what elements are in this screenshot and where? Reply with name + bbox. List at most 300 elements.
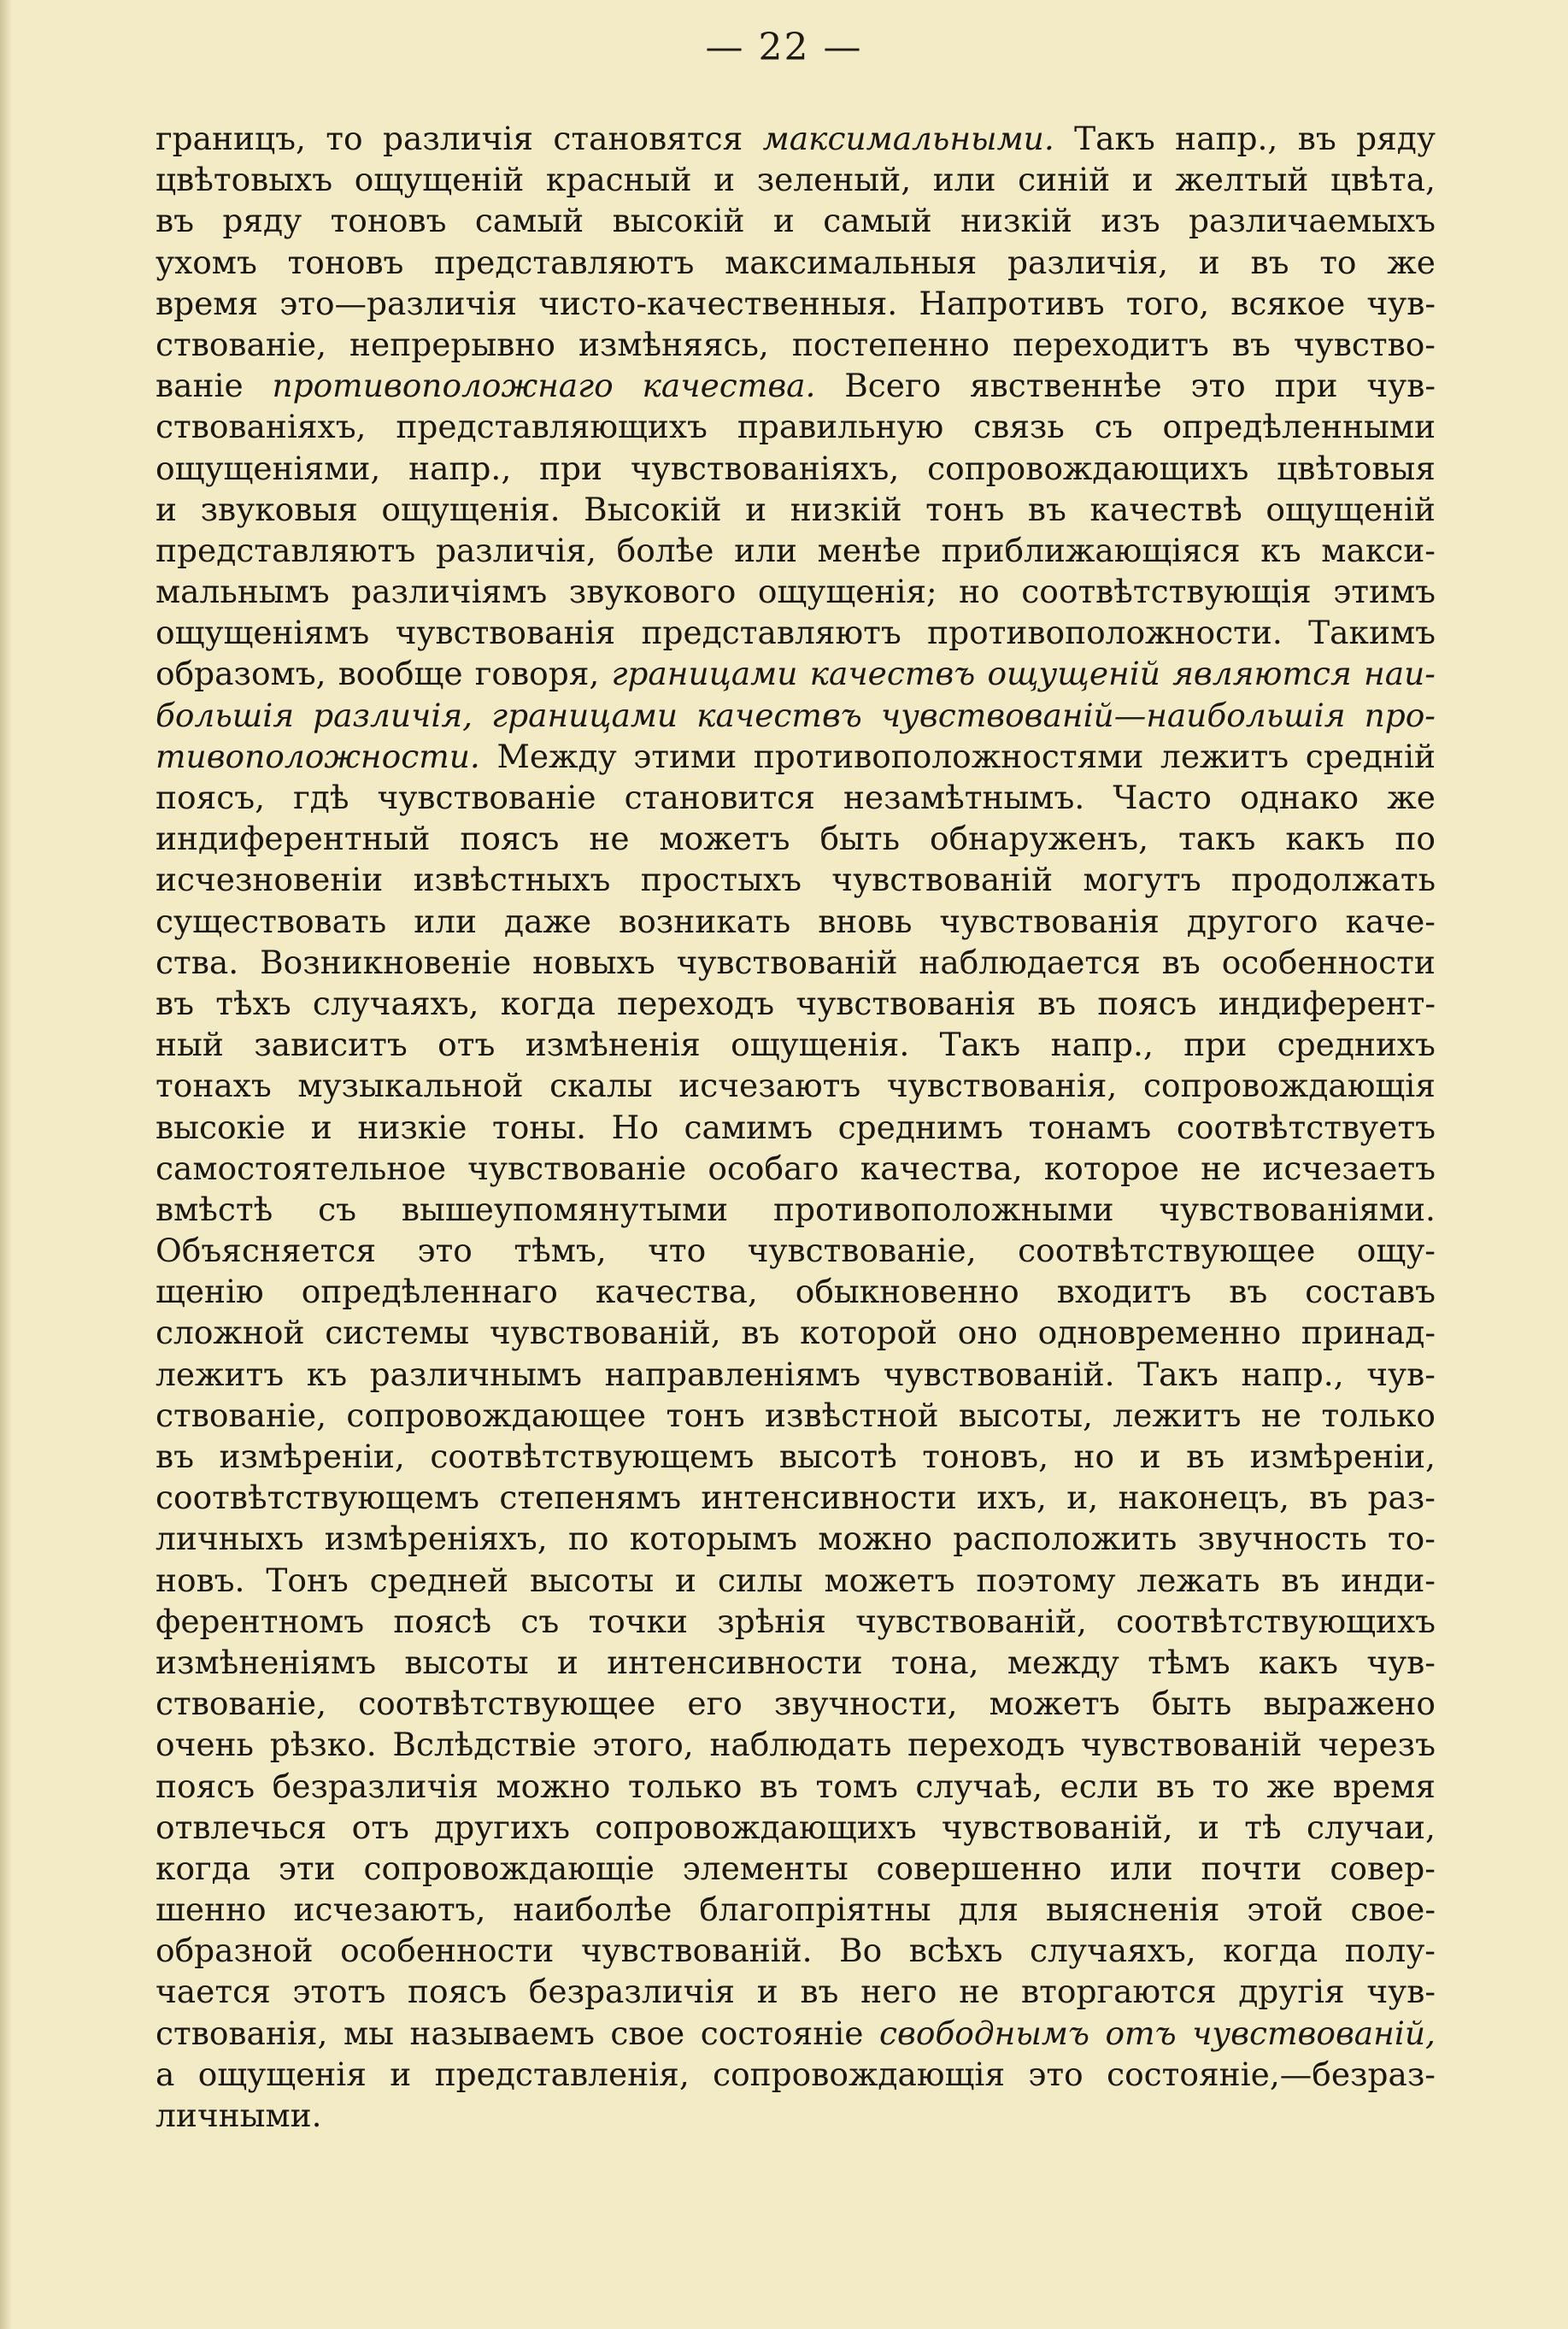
text-line — [156, 1807, 1436, 1848]
word: въ — [156, 202, 194, 240]
word: ствованіе, — [156, 1685, 327, 1723]
word: чисто-качественныя. — [538, 284, 898, 322]
word: Такъ — [1137, 1355, 1219, 1393]
word: но — [1073, 1438, 1115, 1475]
text-line — [156, 571, 1436, 612]
word: силы — [717, 1561, 803, 1599]
word: только — [627, 1767, 743, 1805]
word: звукового — [568, 573, 737, 611]
text-line — [156, 1724, 1436, 1765]
word: высоты, — [958, 1396, 1093, 1434]
word: совер- — [1330, 1849, 1436, 1887]
word: ствованіе, — [156, 325, 327, 363]
word: желтый — [1175, 161, 1309, 199]
word: болѣе — [616, 531, 714, 569]
word: тонъ — [666, 1396, 745, 1434]
word: макси- — [1321, 531, 1436, 569]
word: границами — [491, 696, 678, 734]
word: зрѣнія — [717, 1602, 826, 1640]
word: какъ — [1258, 1643, 1338, 1681]
word: для — [958, 1891, 1019, 1929]
word: высоты — [404, 1643, 529, 1681]
text-line — [156, 2054, 1436, 2095]
word: состояніе — [700, 2014, 864, 2052]
word: скалы — [549, 1067, 653, 1105]
word: измѣненіямъ — [156, 1643, 377, 1681]
word: различія, — [435, 531, 596, 569]
word: свое — [610, 2014, 685, 2052]
text-line — [156, 159, 1436, 200]
word: ощущенія. — [731, 1026, 910, 1064]
word: наблюдать — [709, 1726, 892, 1764]
word: случаи, — [1306, 1808, 1436, 1846]
word: соотвѣтствующихъ — [1116, 1602, 1436, 1640]
text-line — [156, 1477, 1436, 1518]
word: напр., — [408, 449, 512, 487]
word: чувствованіяхъ, — [630, 449, 900, 487]
word: Но — [611, 1108, 659, 1146]
word: исчезаютъ, — [293, 1891, 486, 1929]
word: другія — [1238, 1973, 1345, 2011]
word: или — [932, 161, 996, 199]
word: въ — [1229, 1273, 1268, 1311]
word: менѣе — [817, 531, 921, 569]
word: отъ — [438, 1026, 496, 1064]
word: выясненія — [1045, 1891, 1220, 1929]
text-line — [156, 283, 1436, 324]
word: расположить — [953, 1520, 1177, 1558]
word: чув- — [1366, 1643, 1436, 1681]
word: направленіямъ — [604, 1355, 861, 1393]
word: по — [567, 1520, 609, 1558]
word: или — [1109, 1849, 1173, 1887]
text-line — [156, 530, 1436, 571]
word: же — [1387, 243, 1436, 281]
word: простыхъ — [640, 861, 802, 899]
word: тоновъ — [330, 202, 447, 240]
word: тоновъ — [287, 243, 404, 281]
word: въ — [1297, 120, 1336, 157]
word: различаемыхъ — [1188, 202, 1436, 240]
word: представленія, — [434, 2055, 690, 2093]
word: случаѣ, — [915, 1767, 1042, 1805]
text-line — [156, 1560, 1436, 1601]
word: то — [326, 120, 363, 157]
word: очень — [156, 1726, 254, 1764]
word: тона, — [890, 1643, 979, 1681]
word: чувствованій. — [883, 1355, 1115, 1393]
text-line — [156, 736, 1436, 777]
word: это — [417, 1232, 473, 1270]
word: чувствованій — [1080, 1726, 1302, 1764]
word: случаяхъ, — [312, 984, 479, 1022]
word: чувствованій — [831, 861, 1054, 899]
word: составъ — [1305, 1273, 1436, 1311]
word: границами — [611, 655, 798, 693]
word: принад- — [1301, 1314, 1436, 1352]
word: чувствованія, — [886, 1067, 1118, 1105]
word: соотвѣтствующемъ — [430, 1438, 755, 1475]
text-line — [156, 1601, 1436, 1642]
word: обыкновенно — [795, 1273, 1019, 1311]
word: поясѣ — [393, 1602, 492, 1640]
word: напр., — [1241, 1355, 1344, 1393]
word: интенсивности — [607, 1643, 863, 1681]
word: являются — [1172, 655, 1352, 693]
word: ферентномъ — [156, 1602, 365, 1640]
word: красный — [545, 161, 692, 199]
word: ощу- — [1356, 1232, 1436, 1270]
text-line — [156, 1395, 1436, 1436]
word: качества. — [642, 367, 816, 405]
word: чувствованій. — [580, 1932, 813, 1970]
text-line — [156, 1271, 1436, 1312]
word: въ — [1231, 325, 1271, 363]
word: сопровождающихъ — [927, 449, 1249, 487]
word: и — [772, 202, 795, 240]
text-line — [156, 1312, 1436, 1353]
word: тивоположности. — [156, 737, 480, 775]
word: выражено — [1263, 1685, 1436, 1723]
word: съ — [1094, 408, 1133, 446]
word: когда — [500, 984, 596, 1022]
word: ощущеніями, — [156, 449, 381, 487]
word: этой — [1247, 1891, 1324, 1929]
word: противоположности. — [927, 614, 1283, 652]
word: въ — [1027, 490, 1066, 528]
word: ощущеній — [987, 655, 1160, 693]
word: въ — [1186, 1438, 1225, 1475]
word: переходъ — [907, 1726, 1066, 1764]
word: ощущеній — [354, 161, 525, 199]
word: ощущеніямъ — [156, 614, 370, 652]
word: быть — [1151, 1685, 1232, 1723]
word: почти — [1201, 1849, 1302, 1887]
word: измѣреніи, — [219, 1438, 405, 1475]
word: можетъ — [989, 1685, 1120, 1723]
word: же — [1387, 779, 1436, 816]
word: извѣстной — [765, 1396, 939, 1434]
word: различнымъ — [369, 1355, 582, 1393]
word: этимъ — [1333, 573, 1436, 611]
text-line — [156, 859, 1436, 900]
word: сопровождающія — [713, 2055, 1006, 2093]
word: раз- — [1367, 1479, 1436, 1517]
word: въ — [741, 1314, 780, 1352]
word: тоны. — [491, 1108, 587, 1146]
word: максимальными. — [762, 120, 1054, 157]
word: лежитъ — [156, 1355, 285, 1393]
word: и — [1139, 1438, 1161, 1475]
word: это — [1190, 367, 1246, 405]
word: другого — [1186, 902, 1318, 940]
word: щенію — [156, 1273, 264, 1311]
word: наблюдается — [919, 943, 1141, 981]
text-line — [156, 942, 1436, 983]
word: которымъ — [629, 1520, 797, 1558]
word: сопровождающихъ — [595, 1808, 917, 1846]
text-line — [156, 612, 1436, 653]
word: или — [734, 531, 797, 569]
word: но — [959, 573, 1000, 611]
word: ихъ, — [977, 1479, 1047, 1517]
word: можетъ — [824, 1561, 955, 1599]
text-line — [156, 1930, 1436, 1971]
word: и, — [1066, 1479, 1099, 1517]
word: извѣстныхъ — [413, 861, 611, 899]
word: приближающіяся — [941, 531, 1241, 569]
word: однако — [1240, 779, 1360, 816]
word: и — [1197, 1808, 1219, 1846]
text-line — [156, 200, 1436, 241]
word: низкій — [790, 490, 902, 528]
word: напр., — [1050, 1026, 1154, 1064]
text-line — [156, 1107, 1436, 1148]
word: ощущенія; — [757, 573, 937, 611]
word: поэтому — [976, 1561, 1116, 1599]
text-line — [156, 1024, 1436, 1065]
word: вновь — [818, 902, 913, 940]
word: чувствованіе, — [747, 1232, 977, 1270]
word: опредѣленнаго — [301, 1273, 558, 1311]
text-line — [156, 1436, 1436, 1477]
word: ощущенія — [197, 2055, 367, 2093]
word: чувствованія — [796, 984, 1016, 1022]
word: тѣмъ, — [514, 1232, 607, 1270]
word: различіямъ — [351, 573, 548, 611]
word: вообще — [338, 655, 463, 693]
text-line — [156, 1189, 1436, 1230]
word: ряду — [1356, 120, 1436, 157]
word: Объясняется — [156, 1232, 377, 1270]
word: поясъ — [1097, 984, 1197, 1022]
word: наконецъ, — [1118, 1479, 1289, 1517]
text-line — [156, 1766, 1436, 1807]
word: это — [1028, 2055, 1084, 2093]
word: звуковыя — [200, 490, 358, 528]
word: становятся — [553, 120, 743, 157]
text-line — [156, 1642, 1436, 1683]
word: наи- — [1364, 655, 1436, 693]
word: новъ. — [156, 1561, 245, 1599]
word: измѣреніяхъ, — [324, 1520, 548, 1558]
word: этотъ — [292, 1973, 386, 2011]
word: или — [414, 902, 477, 940]
word: зависитъ — [254, 1026, 408, 1064]
text-line — [156, 406, 1436, 447]
text-line — [156, 324, 1436, 365]
word: чувствованіе — [467, 1149, 687, 1187]
word: ствованіяхъ, — [156, 408, 367, 446]
word: отвлечься — [156, 1808, 327, 1846]
word: Возникновеніе — [260, 943, 512, 981]
word: соотвѣтствующее — [1018, 1232, 1316, 1270]
word: особенности — [340, 1932, 555, 1970]
word: Тонъ — [266, 1561, 349, 1599]
word: личными. — [156, 2097, 322, 2134]
word: переходъ — [617, 984, 775, 1022]
word: и — [745, 490, 767, 528]
text-line — [156, 1065, 1436, 1106]
word: измѣняясь, — [578, 325, 769, 363]
text-line — [156, 1518, 1436, 1559]
text-line — [156, 901, 1436, 942]
word: противоположными — [773, 1190, 1114, 1228]
word: образомъ, — [156, 655, 326, 693]
word: что — [648, 1232, 707, 1270]
word: чувствованія — [939, 902, 1160, 940]
word: представляютъ — [156, 531, 416, 569]
word: звучности, — [773, 1685, 958, 1723]
word: ряду — [222, 202, 302, 240]
word: то — [1212, 1767, 1249, 1805]
word: опредѣленными — [1162, 408, 1436, 446]
text-line — [156, 118, 1436, 159]
text-line — [156, 2013, 1436, 2054]
word: измѣреніи, — [1249, 1438, 1436, 1475]
word: можно — [818, 1520, 933, 1558]
word: среднихъ — [1277, 1026, 1436, 1064]
word: Такъ — [939, 1026, 1021, 1064]
word: исчезновеніи — [156, 861, 384, 899]
word: интенсивности — [701, 1479, 957, 1517]
word: и — [556, 1643, 578, 1681]
page-edge-shadow — [0, 0, 12, 2329]
word: музыкальной — [297, 1067, 524, 1105]
word: даже — [503, 902, 592, 940]
word: съ — [520, 1602, 560, 1640]
text-line — [156, 818, 1436, 859]
word: быть — [819, 820, 901, 858]
word: въ — [1281, 1561, 1320, 1599]
word: сопровождающіе — [363, 1849, 655, 1887]
word: чувствованій, — [1192, 2014, 1436, 2052]
word: низкій — [960, 202, 1072, 240]
word: то- — [1387, 1520, 1436, 1558]
text-line — [156, 1230, 1436, 1271]
word: состояніе,—безраз- — [1107, 2055, 1436, 2093]
word: возникать — [619, 902, 791, 940]
word: благопріятны — [699, 1891, 931, 1929]
word: степенямъ — [499, 1479, 682, 1517]
word: явственнѣе — [970, 367, 1162, 405]
word: Высокій — [584, 490, 722, 528]
word: ухомъ — [156, 243, 257, 281]
word: въ — [156, 984, 194, 1022]
word: время — [156, 284, 259, 322]
word: ощущеній — [1266, 490, 1436, 528]
word: Вслѣдствіе — [392, 1726, 577, 1764]
word: мальнымъ — [156, 573, 330, 611]
word: тѣмъ — [1148, 1643, 1230, 1681]
body-text — [156, 118, 1436, 2136]
word: Между — [496, 737, 617, 775]
word: незамѣтнымъ. — [843, 779, 1085, 816]
word: въ — [759, 1767, 798, 1805]
word: этими — [633, 737, 737, 775]
word: ствованіе, — [156, 1396, 327, 1434]
word: не — [1201, 1149, 1242, 1187]
text-line — [156, 653, 1436, 694]
word: другихъ — [434, 1808, 570, 1846]
word: мы — [343, 2014, 394, 2052]
word: самостоятельное — [156, 1149, 447, 1187]
word: высотѣ — [778, 1438, 897, 1475]
word: вышеупомянутыми — [401, 1190, 729, 1228]
word: поясъ — [460, 820, 560, 858]
word: входитъ — [1056, 1273, 1192, 1311]
word: безразличія — [272, 1767, 479, 1805]
word: самый — [823, 202, 932, 240]
word: свое- — [1350, 1891, 1436, 1929]
word: самимъ — [684, 1108, 813, 1146]
word: Во — [839, 1932, 883, 1970]
word: самый — [474, 202, 584, 240]
word: ный — [156, 1026, 224, 1064]
word: сложной — [156, 1314, 305, 1352]
word: отъ — [351, 1808, 409, 1846]
text-line — [156, 983, 1436, 1024]
word: чувствованій—наибольшія — [880, 696, 1346, 734]
word: въ — [156, 1438, 194, 1475]
word: въ — [1250, 243, 1289, 281]
word: представляющихъ — [396, 408, 708, 446]
word: къ — [306, 1355, 348, 1393]
word: личныхъ — [156, 1520, 304, 1558]
word: цвѣтовыхъ — [156, 161, 333, 199]
word: непрерывно — [349, 325, 555, 363]
word: чув- — [1366, 367, 1436, 405]
word: различія, — [1007, 243, 1169, 281]
word: всѣхъ — [908, 1932, 1003, 1970]
word: соотвѣтствующія — [1021, 573, 1312, 611]
word: полу- — [1344, 1932, 1436, 1970]
word: въ — [800, 1973, 839, 2011]
word: при — [1274, 367, 1338, 405]
word: средней — [369, 1561, 509, 1599]
word: время — [1332, 1767, 1436, 1805]
word: могутъ — [1083, 861, 1201, 899]
page-number: — 22 — — [705, 26, 863, 69]
word: того, — [1125, 284, 1210, 322]
word: этого, — [592, 1726, 694, 1764]
word: чув- — [1366, 1973, 1436, 2011]
word: соотвѣтствующее — [358, 1685, 656, 1723]
word: измѣненія — [525, 1026, 701, 1064]
word: и — [156, 490, 177, 528]
word: чувствованіями. — [1159, 1190, 1436, 1228]
word: которой — [800, 1314, 938, 1352]
word: продолжать — [1230, 861, 1436, 899]
word: когда — [156, 1849, 251, 1887]
word: эти — [278, 1849, 336, 1887]
word: ощущенія. — [381, 490, 561, 528]
text-line — [156, 242, 1436, 283]
word: шенно — [156, 1891, 267, 1929]
word: вторгаются — [1021, 1973, 1217, 2011]
word: безразличія — [528, 1973, 736, 2011]
word: при — [1183, 1026, 1248, 1064]
word: же — [1266, 1767, 1316, 1805]
text-line — [156, 489, 1436, 530]
word: въ — [1156, 1767, 1195, 1805]
word: чувствованій, — [941, 1808, 1173, 1846]
word: не — [1260, 1396, 1302, 1434]
word: тонамъ — [1028, 1108, 1152, 1146]
text-line — [156, 1848, 1436, 1889]
word: чувствованія — [395, 614, 616, 652]
word: тѣхъ — [215, 984, 291, 1022]
